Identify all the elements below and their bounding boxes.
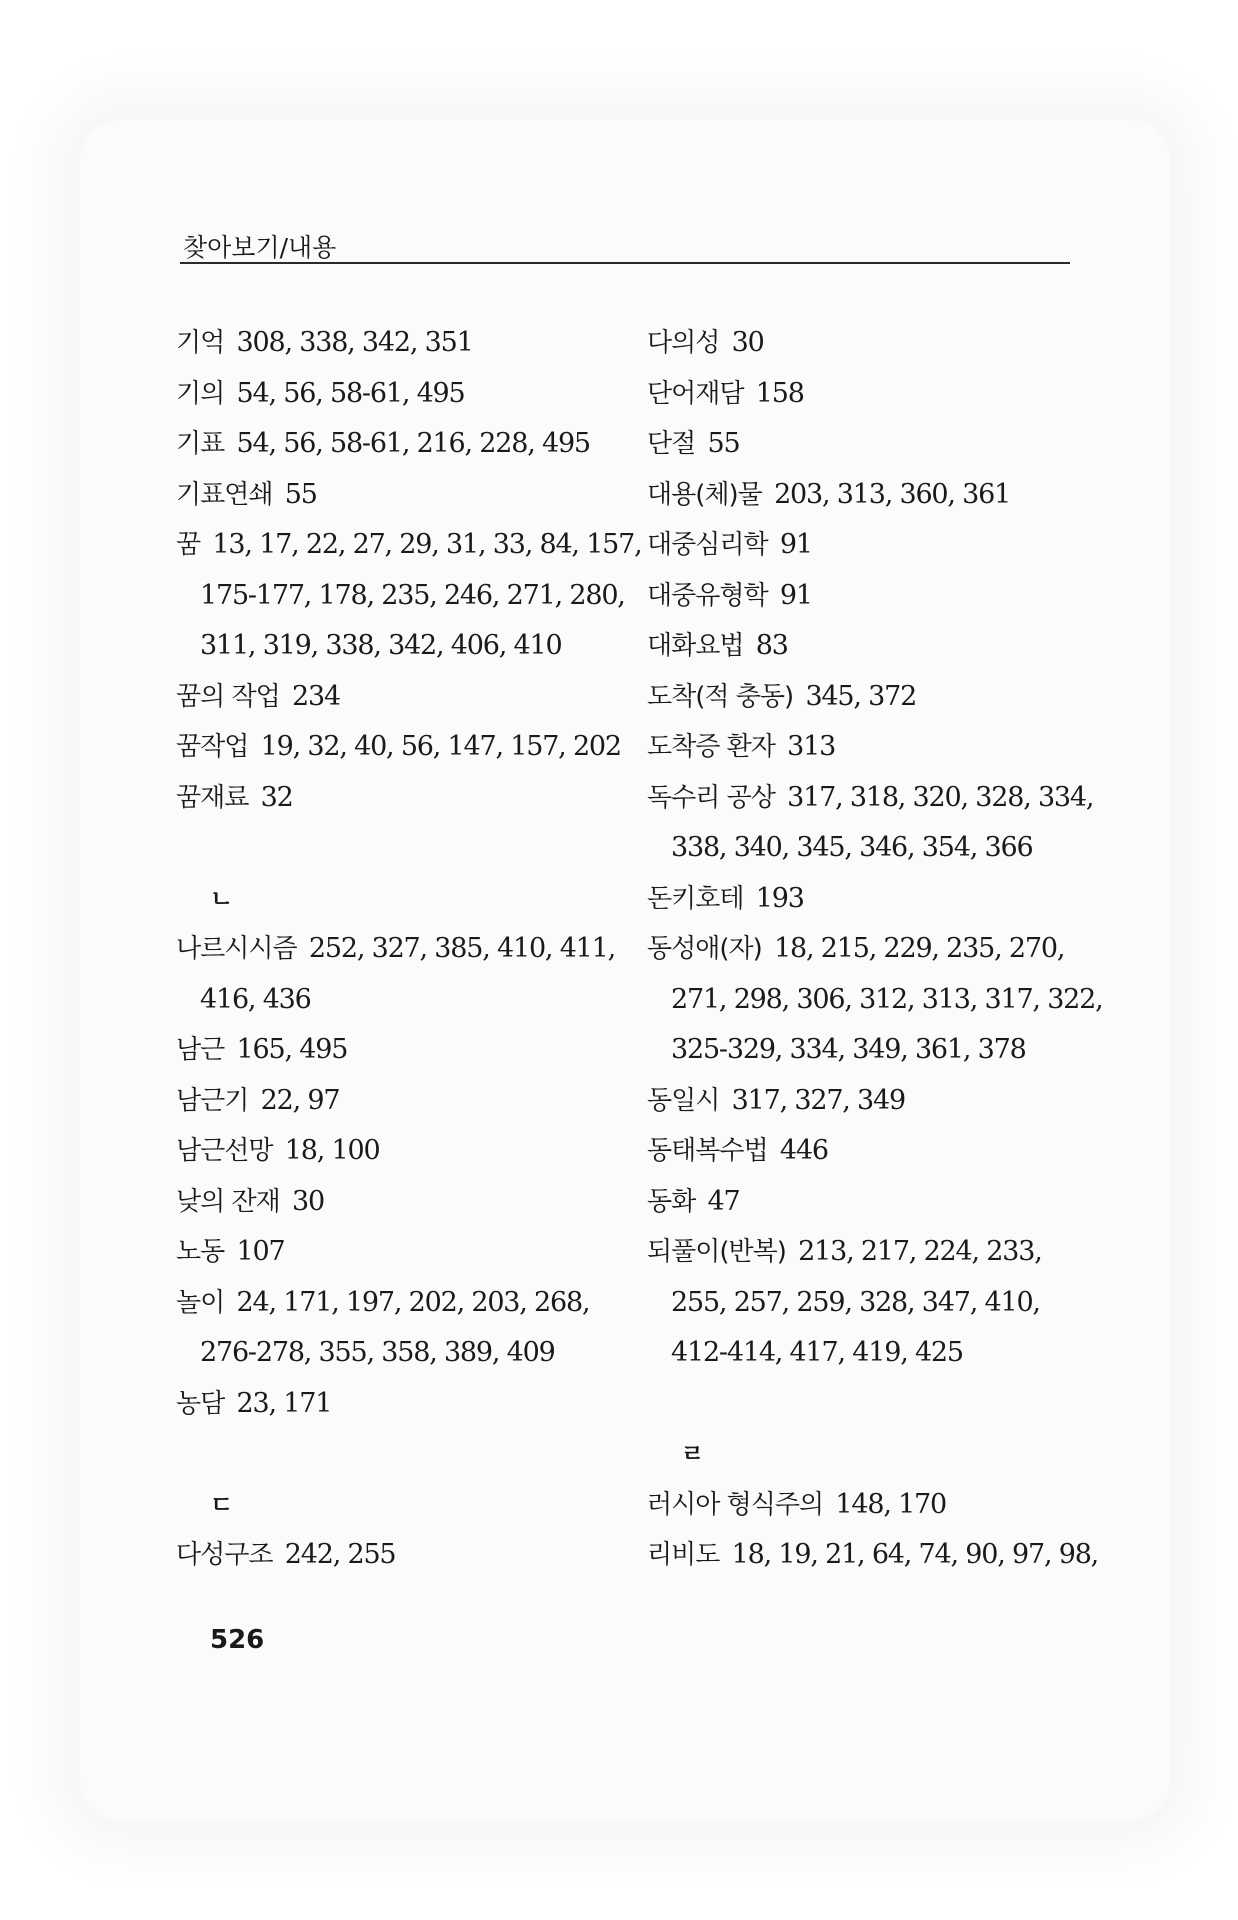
index-entry (647, 621, 1117, 672)
index-pages: 252, 327, 385, 410, 411, (296, 933, 616, 964)
index-pages: 325-329, 334, 349, 361, 378 (671, 1034, 1026, 1065)
index-term: 독수리 공상 (647, 782, 775, 813)
index-term: 리비도 (647, 1540, 720, 1570)
index-pages: 23, 171 (224, 1387, 332, 1419)
index-term: 남근 (176, 1035, 225, 1065)
index-entry (176, 369, 646, 420)
index-pages: 165, 495 (224, 1034, 348, 1065)
index-entry (647, 318, 1117, 369)
index-pages: 32 (248, 781, 293, 813)
index-entry (176, 1076, 646, 1127)
index-pages: 311, 319, 338, 342, 406, 410 (200, 630, 562, 661)
index-pages: 30 (279, 1185, 324, 1217)
index-term: 꿈 (176, 530, 201, 560)
index-entry (176, 773, 646, 824)
index-entry (647, 1177, 1117, 1228)
index-column-left (176, 318, 646, 1581)
index-pages: 24, 171, 197, 202, 203, 268, (224, 1286, 590, 1318)
index-pages: 107 (224, 1236, 285, 1267)
index-pages: 416, 436 (200, 983, 311, 1015)
index-entry (647, 1076, 1117, 1127)
index-term: 꿈작업 (176, 732, 249, 762)
index-pages: 30 (719, 327, 764, 358)
index-entry (647, 924, 1117, 975)
page-number: 526 (210, 1625, 265, 1655)
index-pages: 18, 215, 229, 235, 270, (761, 933, 1065, 964)
index-entry-continuation (647, 975, 1117, 1026)
header-rule (180, 262, 1070, 264)
index-term: 단어재담 (647, 378, 744, 409)
index-entry (176, 1177, 646, 1228)
index-term: 대중심리학 (647, 530, 768, 560)
section-letter-heading: ㄷ (210, 1490, 232, 1519)
index-term: 남근선망 (176, 1136, 273, 1166)
index-entry (647, 1126, 1117, 1177)
index-entry-continuation (647, 823, 1117, 874)
index-term: 동화 (647, 1186, 696, 1217)
index-pages: 213, 217, 224, 233, (785, 1236, 1042, 1267)
index-entry (176, 1379, 646, 1430)
index-entry (176, 1227, 646, 1278)
index-pages: 47 (695, 1185, 740, 1217)
index-term: 기표 (176, 429, 225, 459)
index-pages: 308, 338, 342, 351 (224, 327, 473, 358)
index-entry (647, 470, 1117, 521)
index-term: 단절 (647, 429, 696, 459)
index-entry (647, 1480, 1117, 1531)
index-term: 다의성 (647, 328, 720, 358)
index-term: 되풀이(반복) (647, 1237, 786, 1267)
index-pages: 175-177, 178, 235, 246, 271, 280, (200, 579, 625, 611)
index-term: 동일시 (647, 1085, 720, 1116)
index-entry (647, 1530, 1117, 1581)
index-pages: 91 (767, 579, 812, 611)
index-entry (176, 924, 646, 975)
index-pages: 83 (743, 630, 788, 661)
index-pages: 255, 257, 259, 328, 347, 410, (671, 1286, 1040, 1318)
blank-line (176, 823, 646, 874)
index-term: 동태복수법 (647, 1136, 768, 1166)
index-entry-continuation (647, 1278, 1117, 1329)
index-pages: 13, 17, 22, 27, 29, 31, 33, 84, 157, (200, 529, 642, 560)
index-term: 농담 (176, 1388, 225, 1419)
index-term: 꿈의 작업 (176, 681, 280, 712)
index-pages: 271, 298, 306, 312, 313, 317, 322, (671, 983, 1103, 1015)
index-term: 노동 (176, 1237, 225, 1267)
index-term: 남근기 (176, 1085, 249, 1116)
running-header: 찾아보기/내용 (183, 233, 337, 262)
index-entry-continuation (176, 1328, 646, 1379)
index-pages: 193 (743, 882, 804, 914)
index-term: 기억 (176, 328, 225, 358)
index-pages: 338, 340, 345, 346, 354, 366 (671, 832, 1033, 863)
index-entry (176, 1025, 646, 1076)
index-pages: 446 (767, 1135, 828, 1166)
index-term: 기의 (176, 378, 225, 409)
index-term: 돈키호테 (647, 883, 744, 914)
index-pages: 54, 56, 58-61, 495 (224, 377, 465, 409)
blank-line (647, 1379, 1117, 1430)
index-entry (176, 470, 646, 521)
index-entry (176, 1530, 646, 1581)
index-entry-continuation (647, 1328, 1117, 1379)
index-pages: 412-414, 417, 419, 425 (671, 1337, 963, 1368)
index-term: 기표연쇄 (176, 479, 273, 510)
index-term: 나르시시즘 (176, 934, 297, 964)
index-entry (647, 369, 1117, 420)
index-pages: 317, 327, 349 (719, 1084, 905, 1116)
index-entry (176, 520, 646, 571)
index-pages: 22, 97 (248, 1084, 340, 1116)
index-entry (647, 874, 1117, 925)
index-entry (176, 318, 646, 369)
section-letter-heading: ㄹ (681, 1440, 703, 1468)
index-term: 도착(적 충동) (647, 681, 794, 712)
index-entry-continuation (647, 1025, 1117, 1076)
index-entry (647, 520, 1117, 571)
index-entry (176, 1126, 646, 1177)
index-pages: 18, 100 (272, 1135, 380, 1166)
index-pages: 242, 255 (272, 1539, 396, 1570)
index-term: 러시아 형식주의 (647, 1489, 824, 1520)
index-term: 대용(체)물 (647, 479, 762, 510)
index-pages: 19, 32, 40, 56, 147, 157, 202 (248, 731, 621, 762)
index-entry-continuation (176, 571, 646, 622)
index-entry (647, 1227, 1117, 1278)
index-entry (176, 1278, 646, 1329)
index-pages: 91 (767, 529, 812, 560)
index-entry-continuation (176, 621, 646, 672)
index-entry (647, 773, 1117, 824)
index-pages: 276-278, 355, 358, 389, 409 (200, 1337, 555, 1368)
index-term: 동성애(자) (647, 934, 762, 964)
index-pages: 148, 170 (823, 1488, 947, 1520)
index-column-right (647, 318, 1117, 1581)
index-entry (647, 571, 1117, 622)
index-term: 대화요법 (647, 631, 744, 661)
index-term: 다성구조 (176, 1540, 273, 1570)
index-pages: 18, 19, 21, 64, 74, 90, 97, 98, (719, 1539, 1099, 1570)
index-pages: 234 (279, 680, 340, 712)
index-pages: 54, 56, 58-61, 216, 228, 495 (224, 428, 590, 459)
index-term: 꿈재료 (176, 782, 249, 813)
index-term: 놀이 (176, 1287, 225, 1318)
index-pages: 203, 313, 360, 361 (761, 478, 1011, 510)
index-pages: 55 (272, 478, 317, 510)
index-entry (647, 419, 1117, 470)
index-entry (176, 672, 646, 723)
index-pages: 55 (695, 428, 740, 459)
index-pages: 313 (774, 731, 836, 762)
index-pages: 317, 318, 320, 328, 334, (774, 781, 1094, 813)
index-entry (176, 419, 646, 470)
index-entry (647, 672, 1117, 723)
index-entry (176, 722, 646, 773)
index-entry-continuation (176, 975, 646, 1026)
index-pages: 345, 372 (793, 680, 917, 712)
index-term: 대중유형학 (647, 580, 768, 611)
section-letter-heading: ㄴ (210, 884, 232, 913)
index-term: 낮의 잔재 (176, 1186, 280, 1217)
index-entry (647, 722, 1117, 773)
blank-line (176, 1429, 646, 1480)
index-term: 도착증 환자 (647, 732, 775, 762)
index-pages: 158 (743, 377, 804, 409)
